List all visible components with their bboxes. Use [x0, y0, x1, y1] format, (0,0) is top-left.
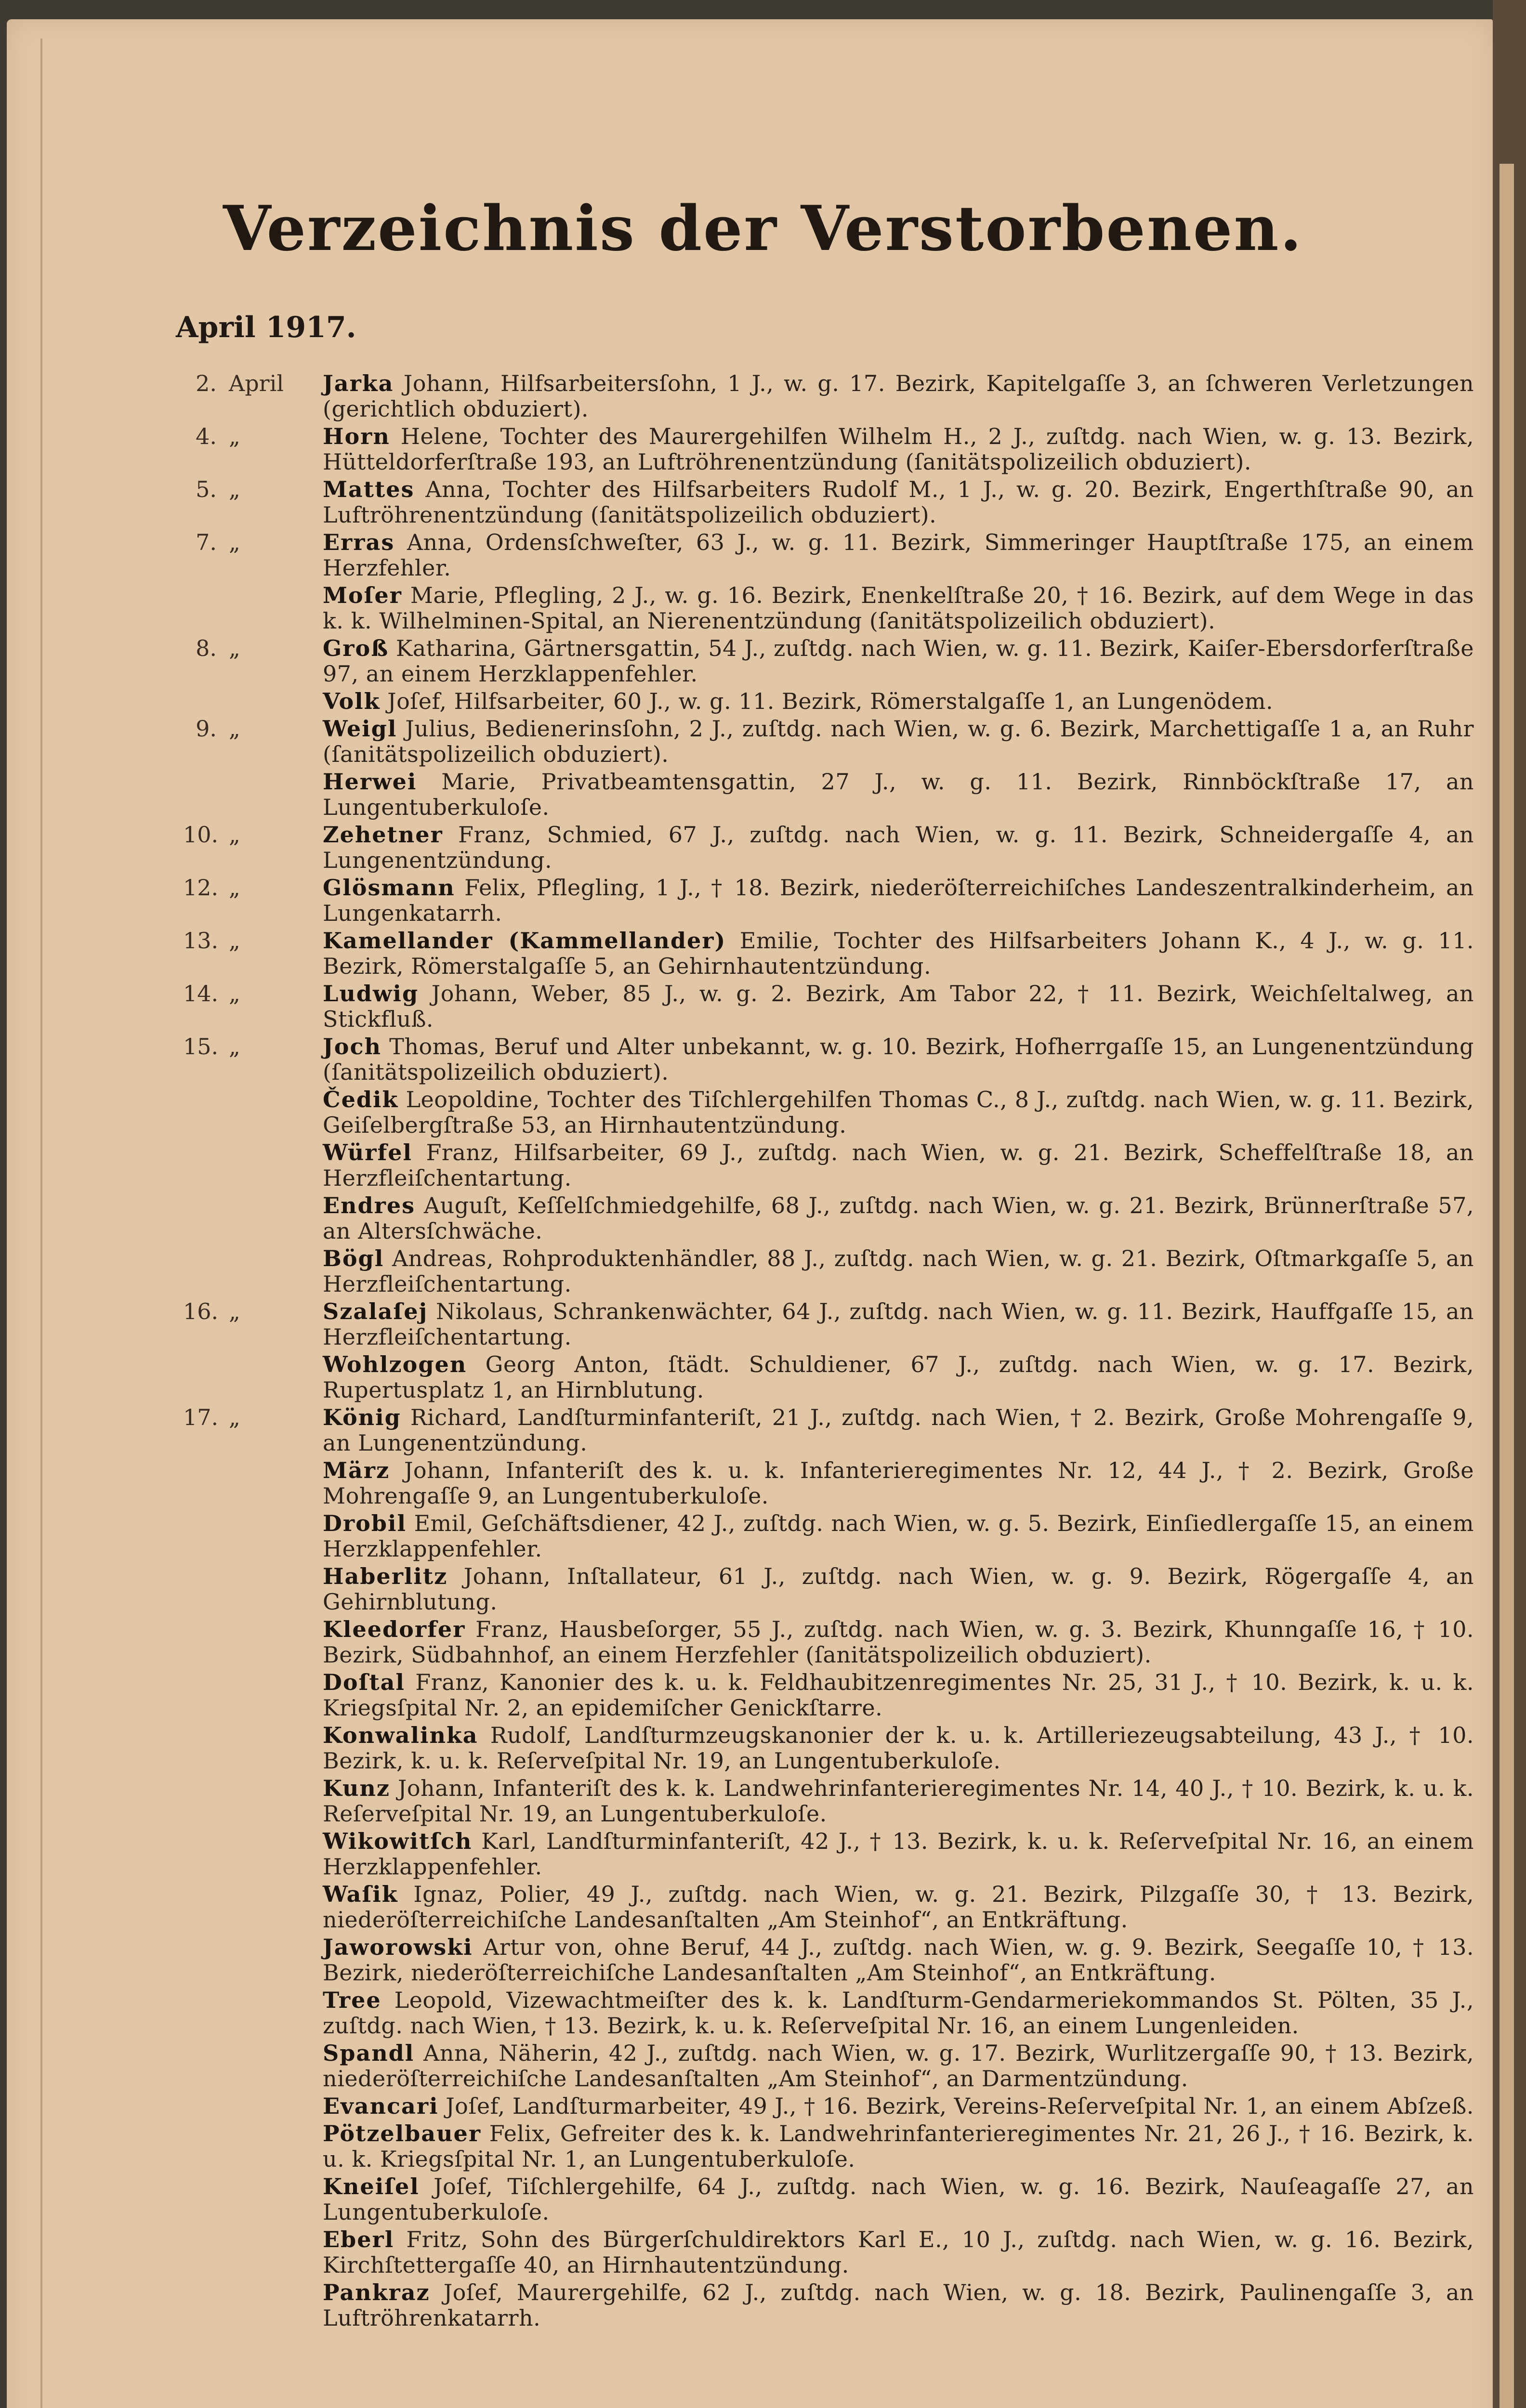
entry-details: Joſef, Maurergehilfe, 62 J., zuſtdg. nach Wien, w. g. 18. Bezirk, Paulinengaſſe 3, an Luftröhrenkatarrh. [323, 2279, 1474, 2331]
entry-body [323, 2041, 1474, 2092]
register-entry [183, 530, 1474, 581]
entry-details: Andreas, Rohproduktenhändler, 88 J., zuſtdg. nach Wien, w. g. 21. Bezirk, Oſtmarkgaſſe 5, an Herzfleiſchentartung. [323, 1245, 1474, 1297]
entry-body [323, 1193, 1474, 1244]
entry-body [323, 1776, 1474, 1827]
entry-details: Johann, Infanteriſt des k. u. k. Infanterieregimentes Nr. 12, 44 J., † 2. Bezirk, Große Mohrengaſſe 9, an Lungentuberkuloſe. [323, 1457, 1474, 1509]
entry-body [323, 1034, 1474, 1085]
entry-surname: Volk [323, 688, 381, 714]
entry-day: 7. [196, 529, 217, 555]
entry-surname: Ludwig [323, 981, 419, 1007]
entry-body [323, 1458, 1474, 1509]
register-entry [183, 1511, 1474, 1562]
entry-body [323, 2174, 1474, 2225]
page-fold-line [40, 39, 42, 2408]
entry-month: „ [229, 635, 240, 661]
register-entry [183, 1246, 1474, 1297]
entry-month: „ [229, 1298, 240, 1324]
entry-body [323, 1140, 1474, 1191]
entry-details: Johann, Weber, 85 J., w. g. 2. Bezirk, Am Tabor 22, † 11. Bezirk, Weichſeltalweg, an Stickfluß. [323, 981, 1474, 1032]
entry-details: Joſef, Tiſchlergehilfe, 64 J., zuſtdg. nach Wien, w. g. 16. Bezirk, Nauſeagaſſe 27, an Lungentuberkuloſe. [323, 2173, 1474, 2225]
entry-details: Emilie, Tochter des Hilfsarbeiters Johann K., 4 J., w. g. 11. Bezirk, Römerstalgaſſe 5, an Gehirnhautentzündung. [323, 928, 1474, 979]
register-entry [183, 1723, 1474, 1774]
register-entry [183, 2094, 1474, 2119]
entry-body [323, 689, 1474, 714]
entry-surname: Pankraz [323, 2279, 430, 2305]
entry-surname: Evancari [323, 2093, 439, 2119]
entry-details: Fritz, Sohn des Bürgerſchuldirektors Karl E., 10 J., zuſtdg. nach Wien, w. g. 16. Bezirk, Kirchſtettergaſſe 40, an Hirnhautentzündung. [323, 2226, 1474, 2278]
entry-day: 17. [183, 1404, 219, 1430]
entry-body [323, 1564, 1474, 1615]
register-entry [183, 2041, 1474, 2092]
entry-surname: März [323, 1457, 390, 1483]
register-entry [183, 1034, 1474, 1085]
entry-details: Felix, Gefreiter des k. k. Landwehrinfanterieregimentes Nr. 21, 26 J., † 16. Bezirk, k. u. k. Kriegsſpital Nr. 1, an Lungentuberkuloſe. [323, 2120, 1474, 2172]
register-entry [183, 1140, 1474, 1191]
entry-details: Karl, Landſturminfanteriſt, 42 J., † 13. Bezirk, k. u. k. Reſerveſpital Nr. 16, an einem Herzklappenfehler. [323, 1828, 1474, 1880]
entry-surname: Endres [323, 1192, 416, 1218]
entry-month: „ [229, 1404, 240, 1430]
entry-surname: Wikowitſch [323, 1828, 473, 1854]
entry-body [323, 371, 1474, 422]
entry-details: Anna, Ordensſchweſter, 63 J., w. g. 11. Bezirk, Simmeringer Hauptſtraße 175, an einem Herzfehler. [323, 529, 1474, 581]
entry-body [323, 1617, 1474, 1668]
entry-month: „ [229, 716, 240, 742]
register-entry [183, 981, 1474, 1032]
entry-body [323, 636, 1474, 687]
entry-surname: Bögl [323, 1245, 384, 1271]
entry-details: Julius, Bedienerinsſohn, 2 J., zuſtdg. nach Wien, w. g. 6. Bezirk, Marchettigaſſe 1 a, an Ruhr (ſanitätspolizeilich obduziert). [323, 716, 1474, 767]
register-entry [183, 928, 1474, 979]
register-entry [183, 1935, 1474, 1986]
entry-details: Georg Anton, ſtädt. Schuldiener, 67 J., zuſtdg. nach Wien, w. g. 17. Bezirk, Rupertusplatz 1, an Hirnblutung. [323, 1351, 1474, 1403]
entry-body [323, 822, 1474, 873]
entry-month: April [229, 370, 284, 396]
register-entry [183, 1829, 1474, 1880]
entry-surname: Jarka [323, 370, 394, 396]
month-heading: April 1917. [176, 311, 356, 344]
register-entry [183, 1670, 1474, 1721]
entry-surname: Haberlitz [323, 1563, 448, 1589]
entry-details: Joſef, Hilfsarbeiter, 60 J., w. g. 11. Bezirk, Römerstalgaſſe 1, an Lungenödem. [387, 688, 1274, 714]
entry-surname: Pötzelbauer [323, 2120, 482, 2146]
entry-details: Artur von, ohne Beruf, 44 J., zuſtdg. nach Wien, w. g. 9. Bezirk, Seegaſſe 10, † 13. Bezirk, niederöſterreichiſche Landesanſtalten „Am Steinhof“, an Entkräftung. [323, 1934, 1474, 1986]
entry-details: Johann, Inſtallateur, 61 J., zuſtdg. nach Wien, w. g. 9. Bezirk, Rögergaſſe 4, an Gehirnblutung. [323, 1563, 1474, 1615]
register-entry [183, 2280, 1474, 2331]
page-title: Verzeichnis der Verstorbenen. [223, 193, 1303, 265]
entry-details: Rudolf, Landſturmzeugskanonier der k. u. k. Artilleriezeugsabteilung, 43 J., † 10. Bezirk, k. u. k. Reſerveſpital Nr. 19, an Lungentuberkuloſe. [323, 1722, 1474, 1774]
entry-body [323, 875, 1474, 926]
entry-surname: Drobil [323, 1510, 407, 1536]
entry-details: Felix, Pflegling, 1 J., † 18. Bezirk, niederöſterreichiſches Landeszentralkinderheim, an Lungenkatarrh. [323, 875, 1474, 926]
entry-details: Helene, Tochter des Maurergehilfen Wilhelm H., 2 J., zuſtdg. nach Wien, w. g. 13. Bezirk, Hütteldorferſtraße 193, an Luftröhrenentzündung (ſanitätspolizeilich obduziert). [323, 423, 1474, 475]
entry-surname: Horn [323, 423, 390, 449]
entry-body [323, 2121, 1474, 2172]
register-entry [183, 1776, 1474, 1827]
entry-body [323, 2094, 1474, 2119]
entry-surname: Weigl [323, 716, 397, 742]
register-entry [183, 1988, 1474, 2039]
entry-body [323, 530, 1474, 581]
entry-day: 2. [196, 370, 217, 396]
entry-details: Johann, Hilfsarbeitersſohn, 1 J., w. g. 17. Bezirk, Kapitelgaſſe 3, an ſchweren Verletzungen (gerichtlich obduziert). [323, 370, 1474, 422]
entry-body [323, 1829, 1474, 1880]
entry-body [323, 716, 1474, 767]
entry-body [323, 1299, 1474, 1350]
entry-surname: Moſer [323, 582, 402, 608]
register-entry [183, 2227, 1474, 2278]
entry-details: Katharina, Gärtnersgattin, 54 J., zuſtdg. nach Wien, w. g. 11. Bezirk, Kaiſer-Ebersdorferſtraße 97, an einem Herzklappenfehler. [323, 635, 1474, 687]
register-entry [183, 2174, 1474, 2225]
entry-surname: Wohlzogen [323, 1351, 467, 1377]
entry-surname: Mattes [323, 476, 415, 502]
entry-surname: Čedik [323, 1086, 399, 1112]
register-entry [183, 1617, 1474, 1668]
entry-surname: Jaworowski [323, 1934, 473, 1960]
entry-body [323, 1087, 1474, 1138]
page-right-edge [1500, 164, 1514, 2408]
entry-details: Emil, Geſchäftsdiener, 42 J., zuſtdg. nach Wien, w. g. 5. Bezirk, Einſiedlergaſſe 15, an einem Herzklappenfehler. [323, 1510, 1474, 1562]
entry-day: 5. [196, 476, 217, 502]
register-entry [183, 716, 1474, 767]
entry-day: 16. [183, 1298, 219, 1324]
entry-details: Anna, Näherin, 42 J., zuſtdg. nach Wien, w. g. 17. Bezirk, Wurlitzergaſſe 90, † 13. Bezirk, niederöſterreichiſche Landesanſtalten „Am Steinhof“, an Darmentzündung. [323, 2040, 1474, 2092]
entry-details: Joſef, Landſturmarbeiter, 49 J., † 16. Bezirk, Vereins-Reſerveſpital Nr. 1, an einem Abſzeß. [446, 2093, 1474, 2119]
entry-body [323, 981, 1474, 1032]
entry-day: 4. [196, 423, 217, 449]
entry-surname: Würfel [323, 1139, 413, 1165]
entry-body [323, 1405, 1474, 1456]
register-entry [183, 1882, 1474, 1933]
register-entry [183, 2121, 1474, 2172]
entry-month: „ [229, 822, 240, 848]
entry-details: Franz, Kanonier des k. u. k. Feldhaubitzenregimentes Nr. 25, 31 J., † 10. Bezirk, k. u. k. Kriegsſpital Nr. 2, an epidemiſcher Genickſtarre. [323, 1669, 1474, 1721]
entry-surname: Doſtal [323, 1669, 405, 1695]
entry-month: „ [229, 529, 240, 555]
entry-surname: Szalaſej [323, 1298, 428, 1324]
entry-body [323, 477, 1474, 528]
register-entry [183, 1087, 1474, 1138]
entry-day: 13. [183, 928, 219, 954]
entry-day: 10. [183, 822, 219, 848]
entry-details: Anna, Tochter des Hilfsarbeiters Rudolf M., 1 J., w. g. 20. Bezirk, Engerthſtraße 90, an Luftröhrenentzündung (ſanitätspolizeilich obduziert). [323, 476, 1474, 528]
entry-surname: Kleedorfer [323, 1616, 466, 1642]
entry-details: Ignaz, Polier, 49 J., zuſtdg. nach Wien, w. g. 21. Bezirk, Pilzgaſſe 30, † 13. Bezirk, niederöſterreichiſche Landesanſtalten „Am Steinhof“, an Entkräftung. [323, 1881, 1474, 1933]
register-entry [183, 477, 1474, 528]
entry-details: Leopoldine, Tochter des Tiſchlergehilfen Thomas C., 8 J., zuſtdg. nach Wien, w. g. 11. Bezirk, Geiſelbergſtraße 53, an Hirnhautentzündung. [323, 1086, 1474, 1138]
entry-body [323, 769, 1474, 820]
entry-surname: Spandl [323, 2040, 415, 2066]
entry-details: Franz, Hilfsarbeiter, 69 J., zuſtdg. nach Wien, w. g. 21. Bezirk, Scheffelſtraße 18, an Herzfleiſchentartung. [323, 1139, 1474, 1191]
entry-surname: Kunz [323, 1775, 390, 1801]
entry-surname: Konwalinka [323, 1722, 478, 1748]
register-entry [183, 1405, 1474, 1456]
entry-details: Marie, Privatbeamtensgattin, 27 J., w. g. 11. Bezirk, Rinnböckſtraße 17, an Lungentuberkuloſe. [323, 769, 1474, 820]
entry-month: „ [229, 875, 240, 901]
entry-surname: Kamellander (Kammellander) [323, 928, 726, 954]
entry-details: Franz, Schmied, 67 J., zuſtdg. nach Wien, w. g. 11. Bezirk, Schneidergaſſe 4, an Lungenentzündung. [323, 822, 1474, 873]
entry-month: „ [229, 981, 240, 1007]
entry-details: Auguſt, Keſſelſchmiedgehilfe, 68 J., zuſtdg. nach Wien, w. g. 21. Bezirk, Brünnerſtraße 57, an Altersſchwäche. [323, 1192, 1474, 1244]
entry-surname: Joch [323, 1034, 382, 1060]
entry-month: „ [229, 928, 240, 954]
register-entry [183, 875, 1474, 926]
entry-body [323, 2280, 1474, 2331]
entry-day: 15. [183, 1034, 219, 1060]
register-entry [183, 424, 1474, 475]
entry-body [323, 2227, 1474, 2278]
register-entry [183, 1564, 1474, 1615]
entry-surname: Waſik [323, 1881, 398, 1907]
entry-body [323, 1511, 1474, 1562]
register-entry [183, 583, 1474, 634]
entry-body [323, 583, 1474, 634]
entry-surname: Glösmann [323, 875, 455, 901]
entry-details: Franz, Hausbeſorger, 55 J., zuſtdg. nach Wien, w. g. 3. Bezirk, Khunngaſſe 16, † 10. Bezirk, Südbahnhof, an einem Herzfehler (ſanitätspolizeilich obduziert). [323, 1616, 1474, 1668]
entry-body [323, 928, 1474, 979]
entry-details: Thomas, Beruf und Alter unbekannt, w. g. 10. Bezirk, Hofherrgaſſe 15, an Lungenentzündung (ſanitätspolizeilich obduziert). [323, 1034, 1474, 1085]
entry-day: 8. [196, 635, 217, 661]
entry-surname: Zehetner [323, 822, 443, 848]
entry-day: 14. [183, 981, 219, 1007]
register-entry [183, 1299, 1474, 1350]
register-entry [183, 822, 1474, 873]
register-entry [183, 769, 1474, 820]
entry-body [323, 1935, 1474, 1986]
entry-surname: Eberl [323, 2226, 395, 2252]
entry-details: Nikolaus, Schrankenwächter, 64 J., zuſtdg. nach Wien, w. g. 11. Bezirk, Hauffgaſſe 15, an Herzfleiſchentartung. [323, 1298, 1474, 1350]
register-entry [183, 636, 1474, 687]
entry-surname: Groß [323, 635, 389, 661]
entry-surname: Tree [323, 1987, 382, 2013]
entry-surname: Herwei [323, 769, 417, 795]
entry-body [323, 1670, 1474, 1721]
register-entry [183, 689, 1474, 714]
entry-month: „ [229, 476, 240, 502]
entry-body [323, 424, 1474, 475]
entry-surname: Kneiſel [323, 2173, 420, 2199]
register-entry [183, 1352, 1474, 1403]
entry-month: „ [229, 1034, 240, 1060]
register-entry [183, 1193, 1474, 1244]
entry-details: Leopold, Vizewachtmeiſter des k. k. Landſturm-Gendarmeriekommandos St. Pölten, 35 J., zuſtdg. nach Wien, † 13. Bezirk, k. u. k. Reſerveſpital Nr. 16, an einem Lungenleiden. [323, 1987, 1474, 2039]
entry-day: 12. [183, 875, 219, 901]
entry-surname: Erras [323, 529, 395, 555]
entry-details: Johann, Infanteriſt des k. k. Landwehrinfanterieregimentes Nr. 14, 40 J., † 10. Bezirk, k. u. k. Reſerveſpital Nr. 19, an Lungentuberkuloſe. [323, 1775, 1474, 1827]
register-entry [183, 1458, 1474, 1509]
entry-body [323, 1246, 1474, 1297]
entry-surname: König [323, 1404, 401, 1430]
entry-day: 9. [196, 716, 217, 742]
entry-body [323, 1352, 1474, 1403]
entry-month: „ [229, 423, 240, 449]
entry-body [323, 1988, 1474, 2039]
entry-details: Marie, Pflegling, 2 J., w. g. 16. Bezirk, Enenkelſtraße 20, † 16. Bezirk, auf dem Wege in das k. k. Wilhelminen-Spital, an Nierenentzündung (ſanitätspolizeilich obduziert). [323, 582, 1474, 634]
entry-body [323, 1723, 1474, 1774]
death-register-list [183, 371, 1474, 2333]
entry-details: Richard, Landſturminfanteriſt, 21 J., zuſtdg. nach Wien, † 2. Bezirk, Große Mohrengaſſe 9, an Lungenentzündung. [323, 1404, 1474, 1456]
entry-body [323, 1882, 1474, 1933]
register-entry [183, 371, 1474, 422]
